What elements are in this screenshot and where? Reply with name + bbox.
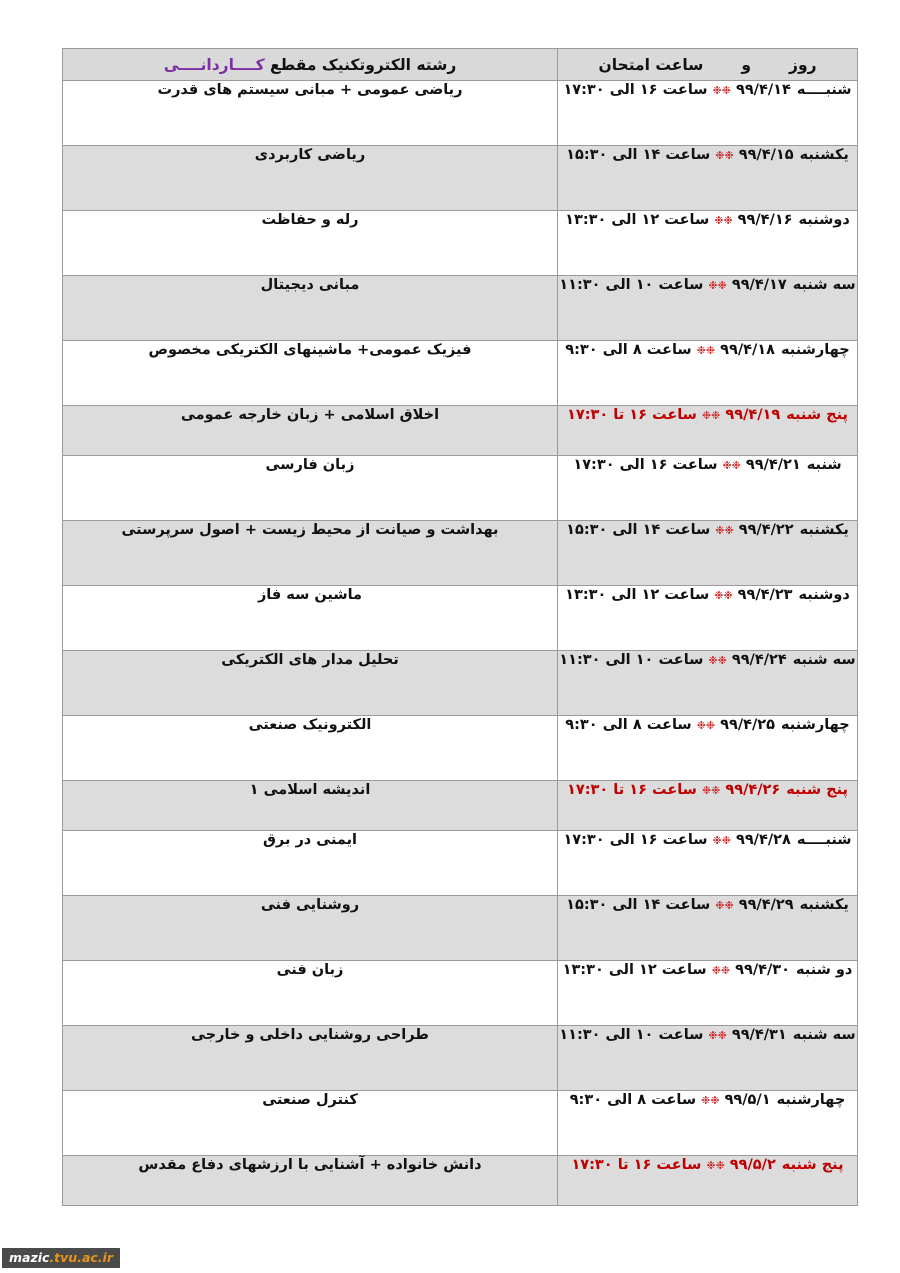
exam-date: ۹۹/۴/۱۵ [738,147,794,163]
cell-course-name: ریاضی کاربردی [63,146,558,211]
cell-day-and-time [558,521,858,586]
exam-weekday: سه شنبه [792,1027,856,1043]
header-label-exam-time: ساعت امتحان [598,55,704,74]
table-row [63,1091,858,1156]
flower-separator-icon: ❉❉ [715,149,734,162]
exam-time: ساعت ۱۶ الی ۱۷:۳۰ [563,82,708,98]
flower-separator-icon: ❉❉ [712,834,731,847]
cell-course-name: روشنایی فنی [63,896,558,961]
cell-day-and-time [558,961,858,1026]
header-label-degree-level: کــــاردانــــی [163,55,265,74]
cell-course-name: زبان فنی [63,961,558,1026]
header-cell-field-of-study [63,49,558,81]
cell-day-and-time [558,1026,858,1091]
exam-date: ۹۹/۴/۱۷ [731,277,787,293]
header-cell-day-time [558,49,858,81]
header-label-day: روز [789,55,817,74]
cell-day-and-time [558,586,858,651]
exam-schedule-table [62,48,858,1206]
cell-day-and-time [558,1156,858,1206]
table-row [63,521,858,586]
exam-weekday: چهارشنبه [780,342,850,358]
cell-day-and-time [558,456,858,521]
exam-date: ۹۹/۴/۲۴ [731,652,787,668]
exam-date: ۹۹/۴/۲۸ [735,832,791,848]
exam-date: ۹۹/۴/۲۲ [738,522,794,538]
table-row [63,341,858,406]
exam-weekday: یکشنبه [799,897,849,913]
cell-course-name: ماشین سه فاز [63,586,558,651]
flower-separator-icon: ❉❉ [708,654,727,667]
cell-course-name: اخلاق اسلامی + زبان خارجه عمومی [63,406,558,456]
table-row [63,651,858,716]
exam-date: ۹۹/۴/۲۵ [720,717,775,733]
exam-weekday: سه شنبه [792,277,856,293]
cell-day-and-time [558,781,858,831]
flower-separator-icon: ❉❉ [714,589,733,602]
exam-time: ساعت ۱۰ الی ۱۱:۳۰ [559,1027,704,1043]
flower-separator-icon: ❉❉ [714,214,733,227]
cell-day-and-time [558,81,858,146]
table-row [63,276,858,341]
cell-course-name: الکترونیک صنعتی [63,716,558,781]
exam-date: ۹۹/۵/۲ [729,1157,776,1173]
flower-separator-icon: ❉❉ [696,719,716,732]
table-row [63,716,858,781]
flower-separator-icon: ❉❉ [715,899,734,912]
table-row [63,896,858,961]
exam-weekday: پنج شنبه [781,1157,844,1173]
exam-date: ۹۹/۴/۳۰ [735,962,790,978]
cell-course-name: کنترل صنعتی [63,1091,558,1156]
cell-day-and-time [558,276,858,341]
exam-weekday: دوشنبه [798,212,850,228]
exam-time: ساعت ۱۴ الی ۱۵:۳۰ [566,522,711,538]
cell-course-name: ریاضی عمومی + مبانی سیستم های قدرت [63,81,558,146]
flower-separator-icon: ❉❉ [708,279,727,292]
flower-separator-icon: ❉❉ [696,344,716,357]
cell-course-name: بهداشت و صیانت از محیط زیست + اصول سرپرستی [63,521,558,586]
flower-separator-icon: ❉❉ [712,84,731,97]
cell-day-and-time [558,1091,858,1156]
exam-weekday: یکشنبه [799,522,849,538]
cell-course-name: ایمنی در برق [63,831,558,896]
exam-weekday: شنبــــه [796,82,852,98]
exam-time: ساعت ۱۶ تا ۱۷:۳۰ [567,407,697,423]
cell-day-and-time [558,211,858,276]
table-row [63,586,858,651]
cell-course-name: فیزیک عمومی+ ماشینهای الکتریکی مخصوص [63,341,558,406]
flower-separator-icon: ❉❉ [701,1094,720,1107]
cell-course-name: طراحی روشنایی داخلی و خارجی [63,1026,558,1091]
flower-separator-icon: ❉❉ [701,784,721,797]
table-row [63,781,858,831]
exam-date: ۹۹/۵/۱ [724,1092,771,1108]
exam-weekday: چهارشنبه [780,717,850,733]
exam-time: ساعت ۱۲ الی ۱۳:۳۰ [562,962,707,978]
exam-date: ۹۹/۴/۱۸ [720,342,775,358]
exam-time: ساعت ۱۰ الی ۱۱:۳۰ [559,277,704,293]
flower-separator-icon: ❉❉ [715,524,734,537]
exam-date: ۹۹/۴/۲۳ [737,587,793,603]
exam-time: ساعت ۱۴ الی ۱۵:۳۰ [566,897,711,913]
cell-course-name: اندیشه اسلامی ۱ [63,781,558,831]
exam-time: ساعت ۱۶ تا ۱۷:۳۰ [567,782,697,798]
flower-separator-icon: ❉❉ [701,409,721,422]
exam-weekday: شنبه [806,457,842,473]
cell-day-and-time [558,831,858,896]
cell-day-and-time [558,651,858,716]
cell-course-name: رله و حفاظت [63,211,558,276]
exam-time: ساعت ۸ الی ۹:۳۰ [565,342,692,358]
cell-day-and-time [558,146,858,211]
exam-weekday: شنبــــه [796,832,852,848]
watermark-site-name: mazic [9,1249,50,1265]
cell-day-and-time [558,896,858,961]
flower-separator-icon: ❉❉ [706,1159,725,1172]
exam-weekday: یکشنبه [799,147,849,163]
flower-separator-icon: ❉❉ [708,1029,727,1042]
table-row [63,211,858,276]
exam-date: ۹۹/۴/۲۶ [725,782,781,798]
cell-day-and-time [558,716,858,781]
exam-time: ساعت ۱۲ الی ۱۳:۳۰ [565,212,710,228]
exam-date: ۹۹/۴/۱۴ [735,82,791,98]
exam-time: ساعت ۱۶ تا ۱۷:۳۰ [571,1157,702,1173]
watermark [2,1248,120,1269]
exam-weekday: سه شنبه [792,652,856,668]
exam-weekday: چهارشنبه [776,1092,846,1108]
exam-weekday: دو شنبه [795,962,853,978]
exam-time: ساعت ۱۶ الی ۱۷:۳۰ [563,832,708,848]
exam-time: ساعت ۱۲ الی ۱۳:۳۰ [565,587,710,603]
flower-separator-icon: ❉❉ [722,459,741,472]
exam-weekday: پنج شنبه [786,782,848,798]
exam-time: ساعت ۸ الی ۹:۳۰ [565,717,692,733]
table-header [63,49,858,81]
cell-day-and-time [558,341,858,406]
table-row [63,1156,858,1206]
exam-weekday: پنج شنبه [786,407,848,423]
table-row [63,456,858,521]
table-row [63,406,858,456]
exam-date: ۹۹/۴/۱۹ [725,407,781,423]
header-label-major: رشته الکتروتکنیک مقطع [270,55,457,74]
cell-course-name: دانش خانواده + آشنایی با ارزشهای دفاع مقدس [63,1156,558,1206]
cell-day-and-time [558,406,858,456]
cell-course-name: زبان فارسی [63,456,558,521]
watermark-site-domain: .tvu.ac.ir [49,1249,113,1265]
exam-date: ۹۹/۴/۲۹ [738,897,794,913]
cell-course-name: مبانی دیجیتال [63,276,558,341]
exam-date: ۹۹/۴/۱۶ [737,212,793,228]
exam-date: ۹۹/۴/۳۱ [731,1027,787,1043]
table-row [63,81,858,146]
table-body [63,81,858,1206]
exam-time: ساعت ۸ الی ۹:۳۰ [569,1092,697,1108]
table-row [63,961,858,1026]
table-row [63,146,858,211]
cell-course-name: تحلیل مدار های الکتریکی [63,651,558,716]
exam-time: ساعت ۱۶ الی ۱۷:۳۰ [573,457,718,473]
exam-time: ساعت ۱۴ الی ۱۵:۳۰ [566,147,711,163]
table-row [63,831,858,896]
exam-time: ساعت ۱۰ الی ۱۱:۳۰ [559,652,704,668]
header-label-conjunction: و [741,55,752,74]
header-row [63,49,858,81]
exam-date: ۹۹/۴/۲۱ [745,457,801,473]
exam-weekday: دوشنبه [798,587,850,603]
table-row [63,1026,858,1091]
flower-separator-icon: ❉❉ [711,964,731,977]
